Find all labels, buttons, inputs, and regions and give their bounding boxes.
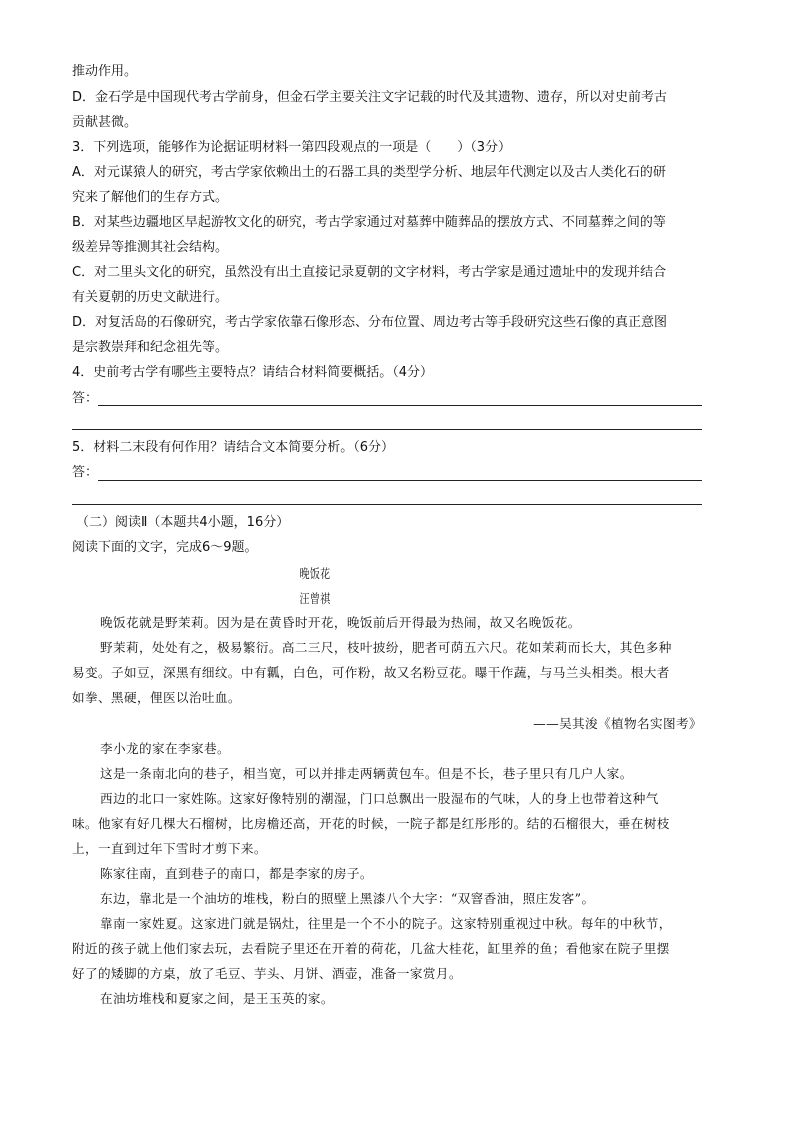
story-author: 汪曾祺 [299,591,331,606]
option-d-line: D．对复活岛的石像研究，考古学家依靠石像形态、分布位置、周边考古等手段研究这些石像的真正意图 [72,315,668,330]
section-instruction: 阅读下面的文字，完成6～9题。 [72,540,258,555]
story-title: 晚饭花 [299,566,331,581]
quote-line: 野茉莉，处处有之，极易繁衍。高二三尺，枝叶披纷，肥者可荫五六尺。花如茉莉而长大，其色多种 [100,640,672,655]
paragraph-line: 靠南一家姓夏。这家进门就是锅灶，往里是一个不小的院子。这家特别重视过中秋。每年的中秋节， [100,916,672,931]
quote-source: ——吴其浚《植物名实图考》 [533,716,702,731]
question-5: 5．材料二末段有何作用？请结合文本简要分析。（6分） [72,440,395,455]
paragraph-line: 上，一直到过年下雪时才剪下来。 [72,841,267,856]
option-d-line: D．金石学是中国现代考古学前身，但金石学主要关注文字记载的时代及其遗物、遗存，所以对史前考古 [72,90,668,105]
text-line: 有关夏朝的历史文献进行。 [72,290,229,305]
paragraph-line: 味。他家有好几棵大石榴树，比房檐还高，开花的时候，一院子都是红彤彤的。结的石榴很大，垂在树枝 [72,816,670,831]
question-3: 3．下列选项，能够作为论据证明材料一第四段观点的一项是（ ）（3分） [72,140,512,155]
paragraph-line: 这是一条南北向的巷子，相当宽，可以并排走两辆黄包车。但是不长，巷子里只有几户人家。 [100,766,633,781]
option-b-line: B．对某些边疆地区早起游牧文化的研究，考古学家通过对墓葬中随葬品的摆放方式、不同墓葬之间的等 [72,215,666,230]
answer-label: 答： [72,391,99,406]
quote-line: 如拳、黑硬，俚医以治吐血。 [72,690,241,705]
quote-line: 晚饭花就是野茉莉。因为是在黄昏时开花，晚饭前后开得最为热闹，故又名晚饭花。 [100,615,581,630]
text-line: 推动作用。 [72,64,138,79]
text-line: 究来了解他们的生存方式。 [72,190,229,205]
paragraph-line: 好了的矮脚的方桌，放了毛豆、芋头、月饼、酒壶，准备一家赏月。 [72,966,462,981]
paragraph-line: 西边的北口一家姓陈。这家好像特别的潮湿，门口总飘出一股湿布的气味，人的身上也带着这种气 [100,791,659,806]
paragraph-line: 李小龙的家在李家巷。 [100,741,230,756]
section-title: （二）阅读Ⅱ（本题共4小题，16分） [76,515,290,530]
paragraph-line: 在油坊堆栈和夏家之间，是王玉英的家。 [100,991,334,1006]
answer-line[interactable] [72,504,702,505]
paragraph-line: 陈家往南，直到巷子的南口，都是李家的房子。 [100,866,373,881]
paragraph-line: 附近的孩子就上他们家去玩，去看院子里还在开着的荷花，几盆大桂花，缸里养的鱼；看他家在院子里摆 [72,941,670,956]
text-line: 是宗教崇拜和纪念祖先等。 [72,340,229,355]
paragraph-line: 东边，靠北是一个油坊的堆栈，粉白的照壁上黑漆八个大字：“双窨香油，照庄发客”。 [100,891,595,906]
option-a-line: A．对元谋猿人的研究，考古学家依赖出土的石器工具的类型学分析、地层年代测定以及古人类化石的研 [72,165,666,180]
option-c-line: C．对二里头文化的研究，虽然没有出土直接记录夏朝的文字材料，考古学家是通过遗址中的发现并结合 [72,265,667,280]
question-4: 4．史前考古学有哪些主要特点？请结合材料简要概括。（4分） [72,365,434,380]
answer-line[interactable] [98,405,702,406]
text-line: 贡献甚微。 [72,115,138,130]
answer-line[interactable] [98,480,702,481]
quote-line: 易变。子如豆，深黑有细纹。中有瓤，白色，可作粉，故又名粉豆花。曝干作蔬，与马兰头相类。根大者 [72,665,670,680]
answer-line[interactable] [72,429,702,430]
answer-label: 答： [72,465,99,480]
text-line: 级差异等推测其社会结构。 [72,240,229,255]
